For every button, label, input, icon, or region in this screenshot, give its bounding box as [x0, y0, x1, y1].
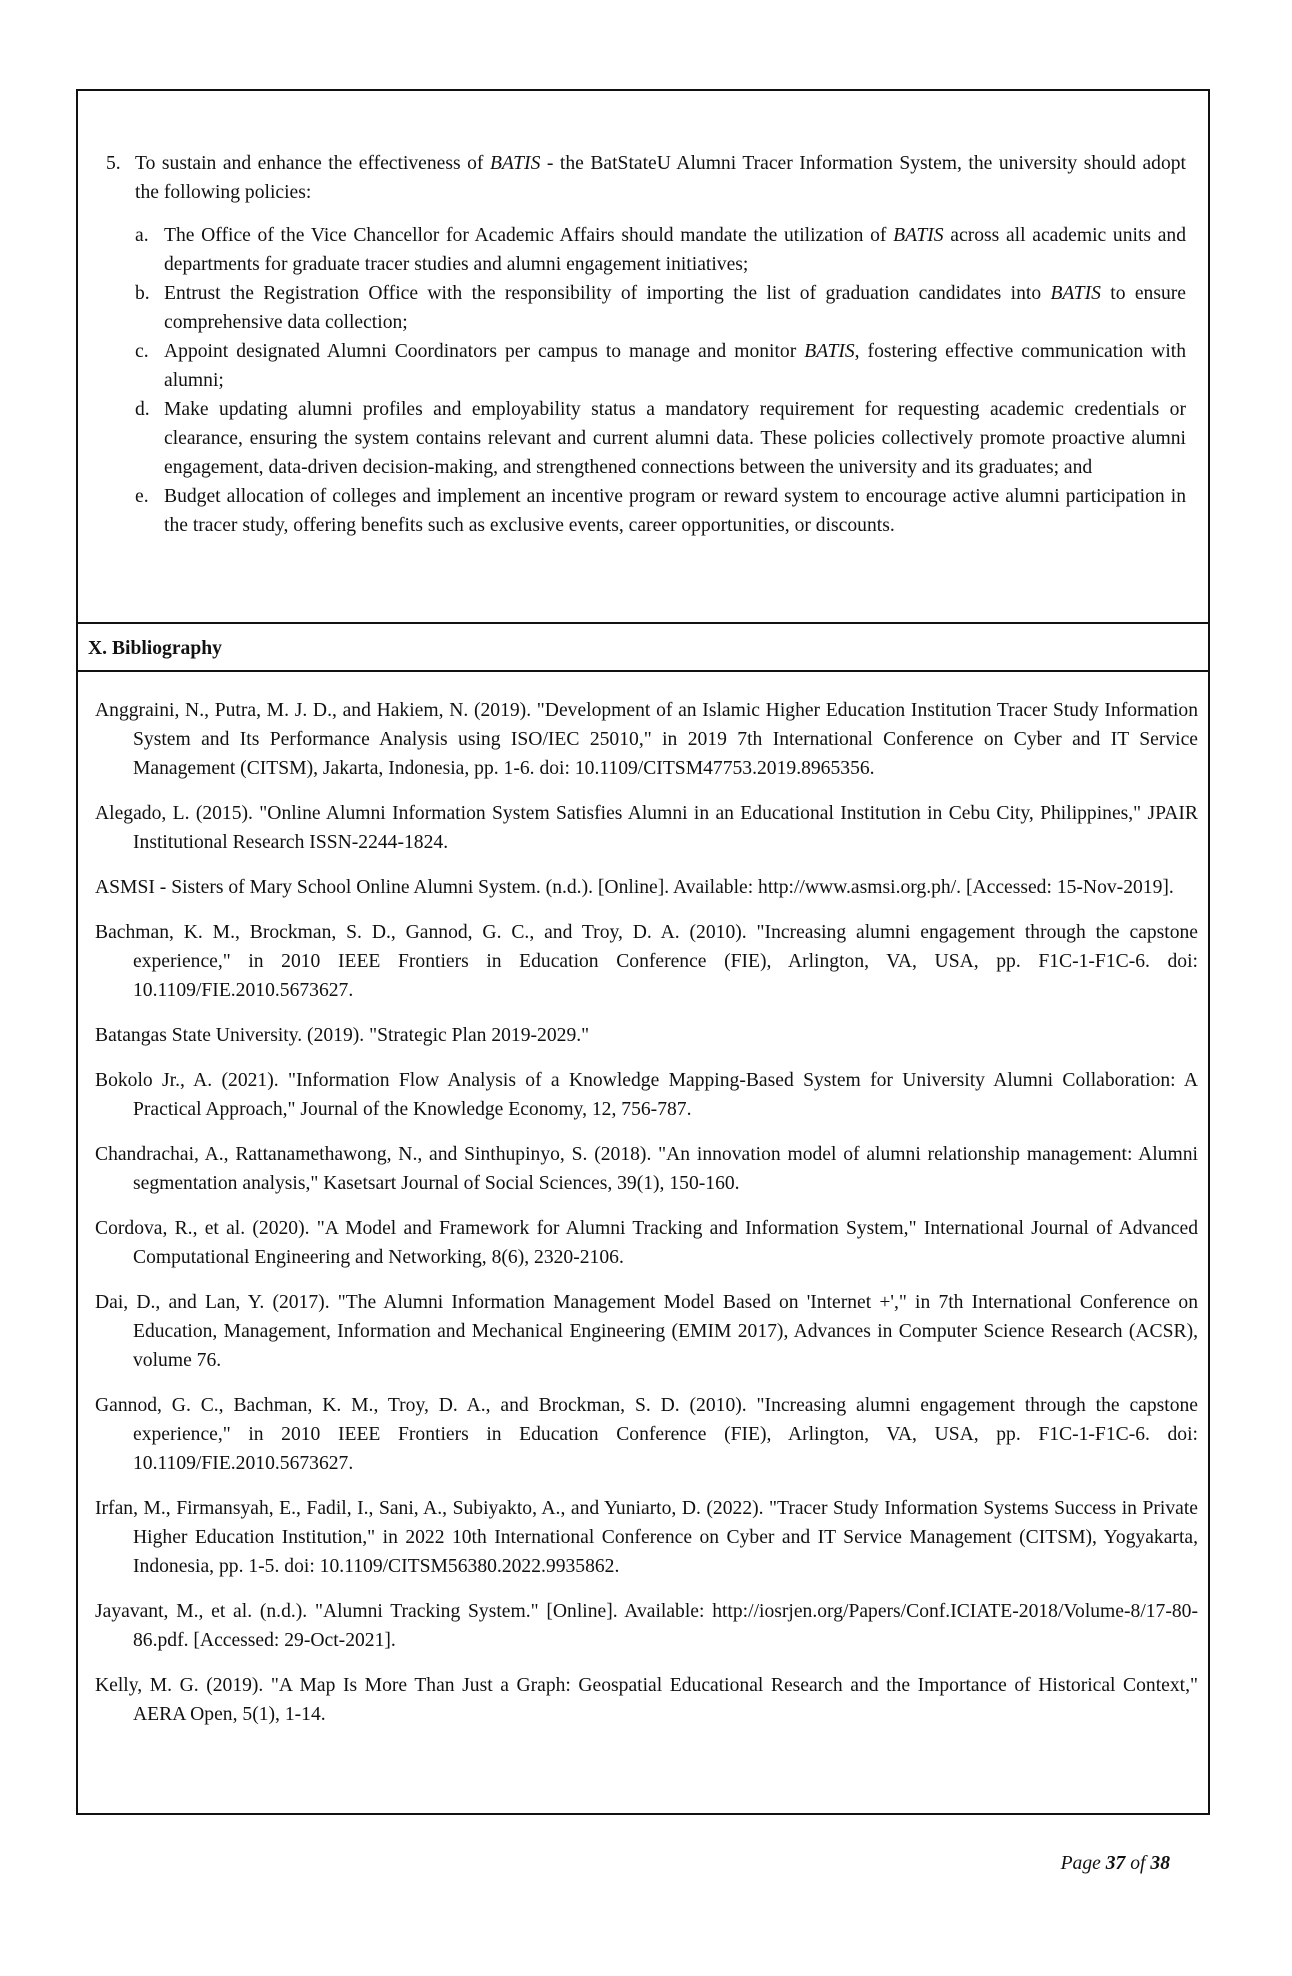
policy-item: [135, 482, 1186, 540]
document-frame: [76, 89, 1210, 1815]
bibliography-list: [78, 672, 1208, 1729]
system-name: BATIS: [893, 225, 944, 246]
policy-text-part: Budget allocation of colleges and implement an incentive program or reward system to encourage active alumni participation in the tracer study, offering benefits such as exclusive events, career opportunities, or discounts.: [164, 486, 1186, 536]
reference-entry: Kelly, M. G. (2019). "A Map Is More Than Just a Graph: Geospatial Educational Research and the Importance of Historical Context," AERA Open, 5(1), 1-14.: [95, 1675, 1198, 1725]
page-number: 37: [1105, 1853, 1126, 1874]
policy-text-part: across all academic units and departments for graduate tracer studies and alumni engagement initiatives;: [164, 225, 1187, 275]
policy-letter: b.: [135, 283, 150, 304]
reference-entry: Anggraini, N., Putra, M. J. D., and Hakiem, N. (2019). "Development of an Islamic Higher Education Institution Tracer Study Information System and Its Performance Analysis using ISO/IEC 25010," in 2019 7th International Conference on Cyber and IT Service Management (CITSM), Jakarta, Indonesia, pp. 1-6. doi: 10.1109/CITSM47753.2019.8965356.: [95, 700, 1198, 779]
recommendation-intro: [135, 149, 1186, 207]
reference-entry: Bachman, K. M., Brockman, S. D., Gannod, G. C., and Troy, D. A. (2010). "Increasing alumni engagement through the capstone experience," in 2010 IEEE Frontiers in Education Conference (FIE), Arlington, VA, USA, pp. F1C-1-F1C-6. doi: 10.1109/FIE.2010.5673627.: [95, 922, 1198, 1001]
recommendations-section: [78, 91, 1208, 624]
system-name: BATIS: [804, 341, 855, 362]
policy-item: [135, 279, 1186, 337]
policy-list: [106, 221, 1186, 540]
policy-letter: c.: [135, 341, 149, 362]
reference-entry: Chandrachai, A., Rattanamethawong, N., and Sinthupinyo, S. (2018). "An innovation model of alumni relationship management: Alumni segmentation analysis," Kasetsart Journal of Social Sciences, 39(1), 150-160.: [95, 1144, 1198, 1194]
reference-entry: ASMSI - Sisters of Mary School Online Alumni System. (n.d.). [Online]. Available: http://www.asmsi.org.ph/. [Accessed: 15-Nov-2019].: [95, 877, 1174, 898]
policy-text: [164, 482, 1186, 540]
policy-text-part: Entrust the Registration Office with the responsibility of importing the list of graduation candidates into: [164, 283, 1051, 304]
policy-text: [164, 395, 1186, 482]
reference-entry: Alegado, L. (2015). "Online Alumni Information System Satisfies Alumni in an Educational Institution in Cebu City, Philippines," JPAIR Institutional Research ISSN-2244-1824.: [95, 803, 1198, 853]
total-pages: 38: [1150, 1853, 1170, 1874]
policy-letter: a.: [135, 225, 149, 246]
policy-letter: e.: [135, 486, 149, 507]
reference-entry: Cordova, R., et al. (2020). "A Model and Framework for Alumni Tracking and Information System," International Journal of Advanced Computational Engineering and Networking, 8(6), 2320-2106.: [95, 1218, 1198, 1268]
policy-text-part: Make updating alumni profiles and employability status a mandatory requirement for requesting academic credentials or clearance, ensuring the system contains relevant and current alumni data. These policies collectively promote proactive alumni engagement, data-driven decision-making, and strengthened connections between the university and its graduates; and: [164, 399, 1186, 478]
reference-entry: Bokolo Jr., A. (2021). "Information Flow Analysis of a Knowledge Mapping-Based System for University Alumni Collaboration: A Practical Approach," Journal of the Knowledge Economy, 12, 756-787.: [95, 1070, 1198, 1120]
policy-text: [164, 337, 1186, 395]
policy-item: [135, 221, 1186, 279]
system-name: BATIS: [489, 153, 541, 174]
item-number: 5.: [106, 153, 121, 174]
policy-letter: d.: [135, 399, 150, 420]
system-name: BATIS: [1050, 283, 1101, 304]
policy-item: [135, 337, 1186, 395]
intro-text: To sustain and enhance the effectiveness of: [135, 153, 490, 174]
reference-entry: Jayavant, M., et al. (n.d.). "Alumni Tracking System." [Online]. Available: http://iosrjen.org/Papers/Conf.ICIATE-2018/Volume-8/17-80-86.pdf. [Accessed: 29-Oct-2021].: [95, 1601, 1198, 1651]
page-footer: [1061, 1849, 1170, 1878]
page-label: Page: [1060, 1853, 1101, 1874]
policy-text: [164, 279, 1186, 337]
policy-text-part: Appoint designated Alumni Coordinators per campus to manage and monitor: [164, 341, 805, 362]
policy-text-part: to ensure comprehensive data collection;: [164, 283, 1186, 333]
reference-entry: Batangas State University. (2019). "Strategic Plan 2019-2029.": [95, 1025, 590, 1046]
reference-entry: Dai, D., and Lan, Y. (2017). "The Alumni Information Management Model Based on 'Internet +'," in 7th International Conference on Education, Management, Information and Mechanical Engineering (EMIM 2017), Advances in Computer Science Research (ACSR), volume 76.: [95, 1292, 1198, 1371]
reference-entry: Irfan, M., Firmansyah, E., Fadil, I., Sani, A., Subiyakto, A., and Yuniarto, D. (2022). "Tracer Study Information Systems Success in Private Higher Education Institution," in 2022 10th International Conference on Cyber and IT Service Management (CITSM), Yogyakarta, Indonesia, pp. 1-5. doi: 10.1109/CITSM56380.2022.9935862.: [95, 1498, 1198, 1577]
policy-text: [164, 221, 1186, 279]
policy-item: [135, 395, 1186, 482]
policy-text-part: The Office of the Vice Chancellor for Academic Affairs should mandate the utilization of: [164, 225, 894, 246]
of-label: of: [1130, 1853, 1146, 1874]
recommendation-item: [106, 149, 1186, 207]
intro-text: - the BatStateU Alumni Tracer Information System, the university should adopt the following policies:: [135, 153, 1186, 203]
section-heading: X. Bibliography: [78, 624, 1208, 672]
policy-text-part: , fostering effective communication with alumni;: [164, 341, 1187, 391]
reference-entry: Gannod, G. C., Bachman, K. M., Troy, D. A., and Brockman, S. D. (2010). "Increasing alumni engagement through the capstone experience," in 2010 IEEE Frontiers in Education Conference (FIE), Arlington, VA, USA, pp. F1C-1-F1C-6. doi: 10.1109/FIE.2010.5673627.: [95, 1395, 1198, 1474]
